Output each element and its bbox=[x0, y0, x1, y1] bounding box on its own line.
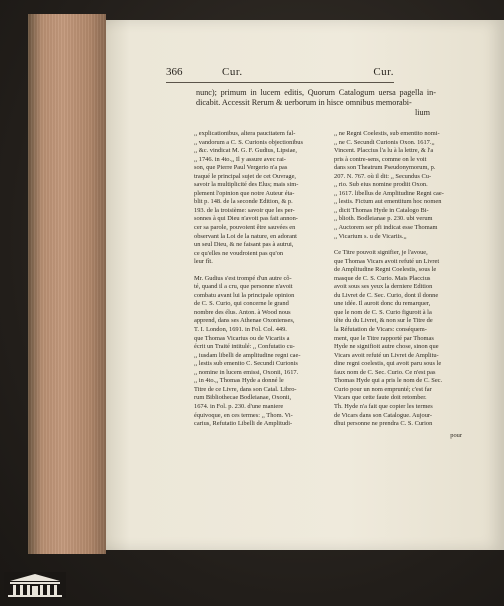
intro-line: lium bbox=[414, 108, 430, 117]
text-line: 1674. in Fol. p. 230. d'une maniere bbox=[194, 402, 284, 410]
intro-paragraph bbox=[196, 88, 436, 118]
text-line: Curio pour un nom emprunté; c'est far bbox=[334, 385, 432, 393]
text-line: un seul Dieu, & ne faisant pas à autrui, bbox=[194, 241, 294, 249]
text-line: avoit sous ses yeux la derniere Edition bbox=[334, 283, 433, 291]
text-line: Thomas Hyde qui a pris le nom de C. Sec. bbox=[334, 377, 443, 385]
text-line: observant la Loi de la nature, en adorant bbox=[194, 232, 297, 240]
text-line: nombre des élus. Anton. à Wood nous bbox=[194, 308, 291, 316]
text-line: Ce Titre pouvoit signifier, je l'avoue, bbox=[334, 249, 428, 257]
text-line: ,, nomine in lucem emissi, Oxonii, 1617. bbox=[194, 368, 299, 376]
text-line: ,, lestis. Fictum aut ementitum hoc nomen bbox=[334, 198, 442, 206]
running-head-left: Cur. bbox=[222, 66, 243, 78]
text-line: sonnes à qui Dieu n'avoit pas fait annon- bbox=[194, 215, 298, 223]
text-line: Hyde ne signifioit autre chose, sinon que bbox=[334, 343, 439, 351]
text-line: ,, rio. Sub eius nomine prodiit Oxon. bbox=[334, 181, 428, 189]
text-line: équivoque, en ces termes: ,, Thom. Vi- bbox=[194, 411, 293, 419]
text-line: Titre de ce Livre, dans son Catal. Libro- bbox=[194, 385, 297, 393]
running-header bbox=[166, 66, 446, 80]
text-line: 193. de la troisième: savoir que les per- bbox=[194, 206, 295, 214]
text-line: ,, Vicarium s. u de Vicariis.,, bbox=[334, 232, 407, 240]
text-line: de Amplitudine Regni Coelestis, sous le bbox=[334, 266, 437, 274]
page-number: 366 bbox=[166, 66, 183, 78]
text-line: ,, ne C. Secundi Curionis Oxon. 1617.,, bbox=[334, 138, 435, 146]
text-line: écrit un Traité intitulé: ,, Confutatio cu- bbox=[194, 343, 295, 351]
text-line: Vicars avoit refuté un Livret de Amplitu- bbox=[334, 351, 439, 359]
right-text-column bbox=[334, 130, 462, 429]
text-line: ,, blioth. Bodleianae p. 230. ubi verum bbox=[334, 215, 433, 223]
text-line: dans son Theatrum Pseudonymorum, p. bbox=[334, 164, 436, 172]
left-text-column bbox=[194, 130, 322, 429]
intro-line: nunc); primum in lucem editis, Quorum Catalogum uersa pagella in- bbox=[196, 88, 436, 97]
text-line: Vicars que cette faute doit retomber. bbox=[334, 394, 427, 402]
text-line: ,, dicit Thomas Hyde in Catalogo Bi- bbox=[334, 206, 429, 214]
text-line: que Thomas Vicarius ou de Vicariis a bbox=[194, 334, 290, 342]
text-line: té, quand il a cru, que personne n'avoit bbox=[194, 283, 293, 291]
text-line: dine regni coelestis, qui avoit paru sous le bbox=[334, 360, 442, 368]
text-line: du Livret de C. Sec. Curio, dont il donne bbox=[334, 291, 439, 299]
intro-line: dicabit. Accessit Rerum & uerborum in hisce omnibus memorabi- bbox=[196, 98, 412, 107]
header-rule bbox=[166, 82, 394, 83]
text-line: la Réfutation de Vicars: conséquem- bbox=[334, 326, 427, 334]
text-line: Th. Hyde n'a fait que copier les termes bbox=[334, 402, 433, 410]
text-line: Vincent. Placcius l'a lu à la lettre, & l'a bbox=[334, 147, 434, 155]
paragraph-gap bbox=[334, 241, 462, 249]
text-line: faux nom de C. Sec. Curio. Ce n'est pas bbox=[334, 368, 436, 376]
text-line: 207. N. 767. où il dit: ,, Secundus Cu- bbox=[334, 172, 432, 180]
paragraph-gap bbox=[194, 267, 322, 275]
text-line: traqué le principal sujet de cet Ouvrage, bbox=[194, 172, 297, 180]
text-line: ,, in 4to.,, Thomas Hyde a donné le bbox=[194, 377, 284, 385]
text-line: son, que Pierre Paul Vergerio n'a pas bbox=[194, 164, 288, 172]
text-line: T. I. London, 1691. in Fol. Col. 449. bbox=[194, 326, 287, 334]
text-line: cer sa parole, pouvoient être sauvées en bbox=[194, 224, 296, 232]
text-line: ,, Auctorem ser pfi indicat esse Thomam bbox=[334, 224, 438, 232]
text-line: ment, que le Titre rapporté par Thomas bbox=[334, 334, 434, 342]
text-line: que Thomas Vicars avoit refuté un Livret bbox=[334, 257, 440, 265]
text-line: carius, Refutatio Libelli de Amplitudi- bbox=[194, 420, 293, 428]
text-line: rum Bibliothecae Bodleianae, Oxonii, bbox=[194, 394, 292, 402]
text-line: dhui personne ne prendra C. S. Curion bbox=[334, 420, 433, 428]
text-line: savoir la multiplicité des Elus; mais sim- bbox=[194, 181, 299, 189]
text-line: ,, lestis sub emenito C. Secundi Curionis bbox=[194, 360, 298, 368]
text-line: que le nom de C. S. Curio figuroit à la bbox=[334, 308, 432, 316]
text-line: ,, iusdam libelli de amplitudine regni cae- bbox=[194, 351, 301, 359]
text-line: ,, vandorum a C. S. Curionis objectionibus bbox=[194, 138, 303, 146]
text-line: leur fît. bbox=[194, 258, 213, 266]
text-line: de Vicars dans son Catalogue. Aujour- bbox=[334, 411, 433, 419]
text-line: ,, ne Regni Coelestis, sub ementito nomi- bbox=[334, 130, 440, 137]
text-line: de C. S. Curio, qui concerne le grand bbox=[194, 300, 289, 308]
text-line: tête du du Livret, & non sur le Titre de bbox=[334, 317, 433, 325]
text-line: plement l'opinion que notre Auteur éta- bbox=[194, 189, 295, 197]
text-line: combatu avant lui la principale opinion bbox=[194, 291, 295, 299]
catchword: pour bbox=[450, 432, 462, 439]
text-line: Mr. Gudius s'est trompé d'un autre cô- bbox=[194, 274, 292, 282]
text-line: masque de C. S. Curio. Mais Placcius bbox=[334, 274, 431, 282]
page-edges bbox=[28, 14, 106, 554]
text-line: ,, explicationibus, altera paucitatem fal- bbox=[194, 130, 296, 137]
text-line: une idée. Il auroit donc du remarquer, bbox=[334, 300, 431, 308]
text-line: ,, &c. vindicat M. G. F. Gudius, Lipsiae, bbox=[194, 147, 297, 155]
library-building-icon bbox=[4, 572, 66, 598]
text-line: apprend, dans ses Athenae Oxonienses, bbox=[194, 317, 295, 325]
text-line: pris à contre-sens, comme on le voit bbox=[334, 155, 427, 163]
text-line: ,, 1617. libellus de Amplitudine Regni cae- bbox=[334, 189, 444, 197]
text-line: blit p. 148. de la seconde Edition, & p. bbox=[194, 198, 293, 206]
running-head-right: Cur. bbox=[373, 66, 394, 78]
text-line: ,, 1746. in 4to.,, Il y assure avec rai- bbox=[194, 155, 286, 163]
text-line: ce qu'elles ne voudroient pas qu'on bbox=[194, 249, 284, 257]
